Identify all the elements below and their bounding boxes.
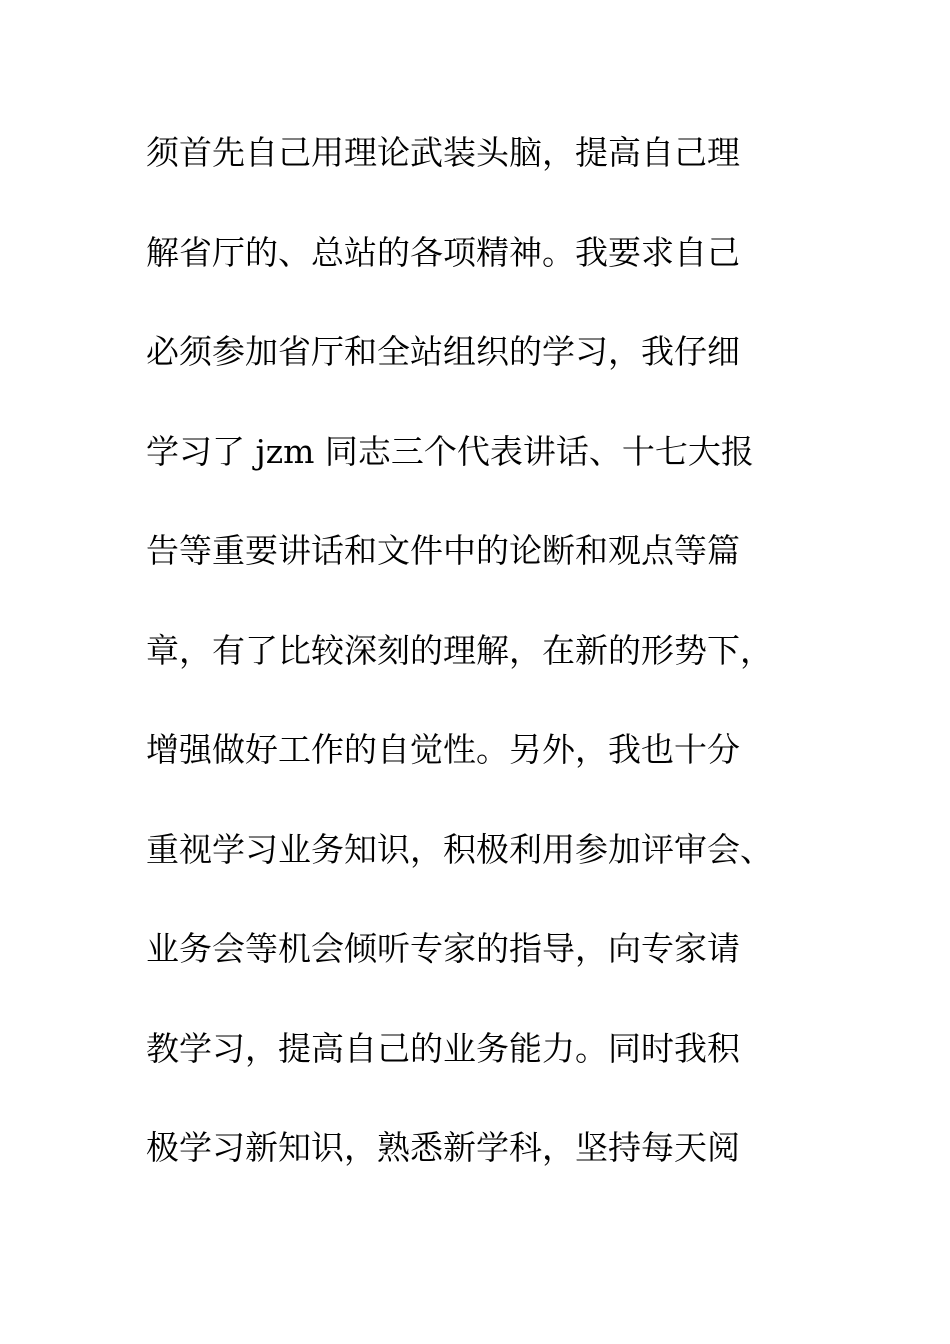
text-line: 必须参加省厅和全站组织的学习，我仔细 [146,332,740,371]
text-line: 解省厅的、总站的各项精神。我要求自己 [146,232,740,272]
text-line: 告等重要讲话和文件中的论断和观点等篇 [146,531,740,570]
body-text [146,128,866,1223]
text-line: 增强做好工作的自觉性。另外，我也十分 [146,730,740,769]
text-line: 重视学习业务知识，积极利用参加评审会、 [146,829,773,869]
text-line: 极学习新知识，熟悉新学科，坚持每天阅 [146,1128,740,1167]
text-line: 业务会等机会倾听专家的指导，向专家请 [146,929,740,968]
text-line: 教学习，提高自己的业务能力。同时我积 [146,1028,740,1068]
text-line: 学习了 jzm 同志三个代表讲话、十七大报 [146,431,754,471]
text-line: 须首先自己用理论武装头脑，提高自己理 [146,133,740,172]
text-line: 章，有了比较深刻的理解，在新的形势下， [146,630,773,670]
